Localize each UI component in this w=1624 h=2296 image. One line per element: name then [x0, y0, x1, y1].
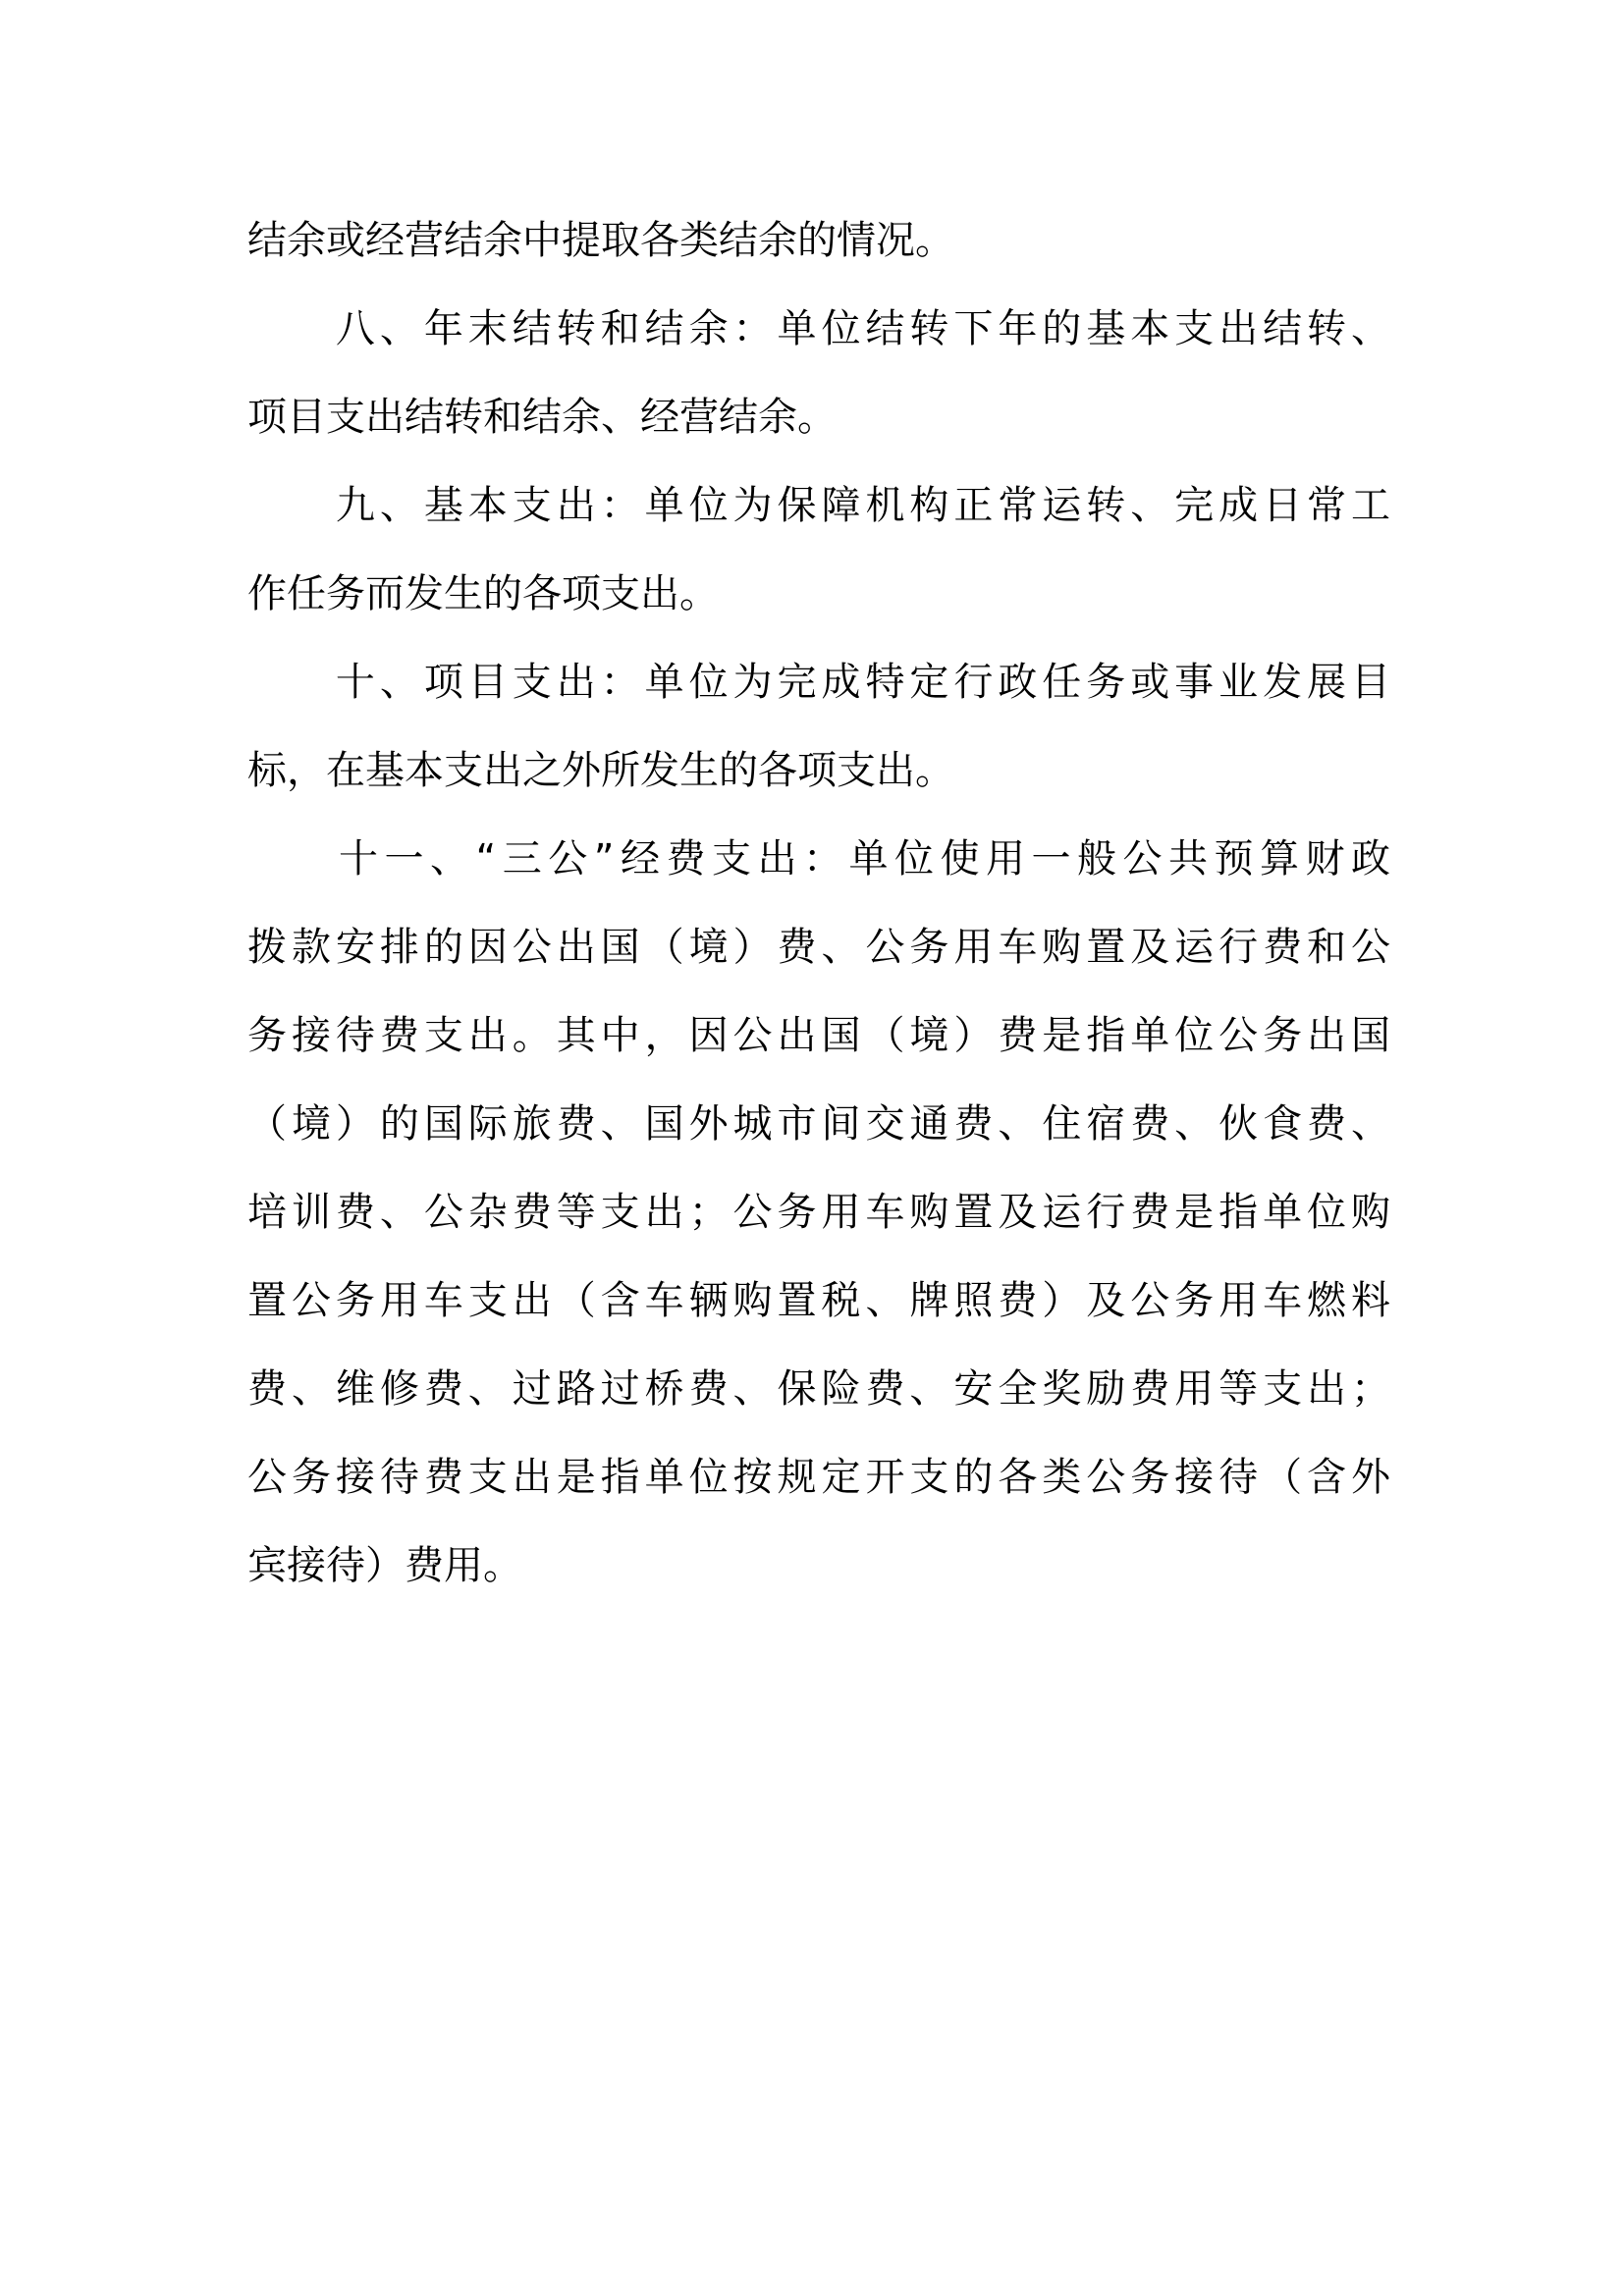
paragraph-line: 务接待费支出。其中，因公出国（境）费是指单位公务出国	[247, 1013, 1390, 1058]
paragraph-line: 拨款安排的因公出国（境）费、公务用车购置及运行费和公	[247, 925, 1390, 970]
paragraph-line: 标，在基本支出之外所发生的各项支出。	[247, 748, 954, 793]
document-body	[247, 196, 1390, 1610]
paragraph-line: 置公务用车支出（含车辆购置税、牌照费）及公务用车燃料	[247, 1278, 1390, 1323]
paragraph-line: 项目支出结转和结余、经营结余。	[247, 395, 837, 440]
paragraph-line: 费、维修费、过路过桥费、保险费、安全奖励费用等支出；	[247, 1366, 1390, 1412]
paragraph-line: （境）的国际旅费、国外城市间交通费、住宿费、伙食费、	[247, 1101, 1390, 1147]
paragraph-line: 结余或经营结余中提取各类结余的情况。	[247, 218, 954, 263]
paragraph-line: 八、年末结转和结余：单位结转下年的基本支出结转、	[247, 306, 1390, 351]
paragraph-line: 宾接待）费用。	[247, 1543, 522, 1588]
paragraph-line: 作任务而发生的各项支出。	[247, 571, 719, 616]
paragraph-line: 公务接待费支出是指单位按规定开支的各类公务接待（含外	[247, 1455, 1390, 1500]
paragraph-line: 十一、“三公”经费支出：单位使用一般公共预算财政	[247, 836, 1390, 881]
paragraph-line: 十、项目支出：单位为完成特定行政任务或事业发展目	[247, 660, 1390, 705]
paragraph-line: 培训费、公杂费等支出；公务用车购置及运行费是指单位购	[247, 1190, 1390, 1235]
paragraph-line: 九、基本支出：单位为保障机构正常运转、完成日常工	[247, 483, 1390, 528]
